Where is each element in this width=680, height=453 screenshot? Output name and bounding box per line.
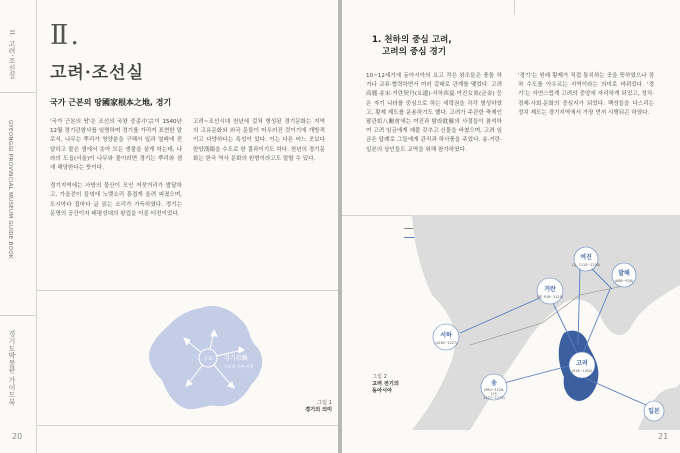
section-title <box>372 34 452 58</box>
map1-region-label: 경기京畿 <box>224 355 248 362</box>
figure-2-caption <box>372 374 399 395</box>
right-page <box>342 0 680 453</box>
column-divider <box>514 0 515 14</box>
label-seoha-sub: (1038~1227) <box>434 341 458 345</box>
label-balhae: 발해 <box>618 270 630 277</box>
page-number: 21 <box>658 432 669 441</box>
left-sidebar <box>0 0 37 453</box>
mainland-shape <box>412 215 680 430</box>
caption-title: 고려 전기의 <box>372 381 399 387</box>
label-song-sub: 1127~1279) <box>483 396 505 400</box>
label-yeojin-sub: (金, 1115~1234) <box>571 263 601 267</box>
label-yeojin: 여진 <box>580 254 592 261</box>
section-title-line: 1. 천하의 중심 고려, <box>372 35 452 45</box>
label-goryeo: 고려 <box>576 360 588 367</box>
paragraph: 10~12세기에 동아시아의 요고 작은 왕조들은 충돌 하거나 교류·협력하면서 여러 갈래로 관계를 맺었다. 고려高麗·송宋·거란契丹(요遼)·서하西夏·여진女眞(금金) 등은 자기 나라를 중심으로 하는 세력권을 각각 형성하였고, 황제 제도를 운용하기도 했다. 고려가 주관한 축제인 팔관회八關會에는 여진과 탐라耽羅의 사절들이 참석하여 고려 임금에게 예물 갖추고 신물을 바쳤으며, 고려 임금은 답례로 그들에게 관직과 하사품을 주었다. 송·거란·일본의 상인들도 교역을 위해 참가하였다. <box>366 73 502 153</box>
sidebar-chapter-tab: II. 고려·조선실 <box>8 30 16 79</box>
map1-capital-label: 수도 <box>203 356 213 362</box>
label-geoaran-sub: (遼, 916~1125) <box>536 295 564 299</box>
caption-number: 그림 1 <box>317 400 332 406</box>
label-song: 송 <box>491 380 497 387</box>
caption-title: 경기의 의미 <box>305 407 332 413</box>
right-column-2 <box>518 72 654 127</box>
left-column-1 <box>50 118 182 228</box>
paragraph: '국가 근본의 땅'은 조선의 국왕 중종中宗이 1540년 12월 경기관찰사를 임명하며 경기를 가리켜 표현한 말로서, 나무는 뿌리가 영양분을 구해서 잎과 열매에 전달하고 물은 샘에서 솟아 모든 생물을 살게 하는데, 나라의 도읍(서울)이 나무와 물이라면 경기는 뿌리와 샘에 해당한다는 뜻이다. <box>50 119 182 172</box>
sidebar-divider <box>0 315 36 316</box>
label-geoaran: 거란 <box>544 286 556 293</box>
sidebar-guide-ko: 경기도박물관 가이드북 <box>8 330 16 406</box>
label-balhae-sub: (698~926) <box>614 279 634 283</box>
chapter-title: 고려·조선실 <box>50 63 145 83</box>
label-song-sub: (960~1126, <box>483 388 505 392</box>
paragraph: 경기지역에는 사방의 물산이 모인 저잣거리가 발달하고, 가을걷이 들녘에 노랫소리 흥겹게 울려 퍼졌으며, 도시마다 집마다 글 읽는 소리가 가득하였다. 경기는 문명의 공간이자 태평성대의 왕업을 이룬 터전이었다. <box>50 183 182 217</box>
section-title-line: 고려의 중심 경기 <box>382 47 447 57</box>
left-page <box>0 0 338 453</box>
sidebar-guide-en: GYEONGGI PROVINCIAL MUSEUM GUIDE BOOK <box>7 120 13 259</box>
east-asia-map <box>342 215 680 430</box>
figure-1-caption <box>282 400 332 414</box>
footer-divider <box>36 425 338 426</box>
chapter-number: Ⅱ. <box>50 20 81 51</box>
left-column-2 <box>193 118 325 173</box>
section-title: 국가 근본의 땅國家根本之地, 경기 <box>50 98 172 107</box>
label-seoha: 서하 <box>440 332 452 339</box>
page-number: 20 <box>12 432 23 441</box>
label-japan: 일본 <box>648 408 660 415</box>
right-column-1 <box>366 72 502 164</box>
map1-region-sub: 수도의 주변 지역 <box>224 364 254 369</box>
label-goryeo-sub: (918~1392) <box>571 369 593 373</box>
caption-number: 그림 2 <box>372 374 387 380</box>
paragraph: '경기'는 원래 황제가 직접 통치하는 곳을 뜻하였으나 점차 수도를 아우르는 지역이라는 의미로 바뀌었다. '경기'는 자연스럽게 고려의 중앙에 자리하게 되었고, 정치·경제·사회·문화의 중심지가 되었다. 팩성들을 다스리는 정치 제도는 경기지역에서 가장 먼저 시행되곤 하였다. <box>518 73 654 116</box>
label-song-sub: 남송 <box>490 392 498 396</box>
sidebar-divider <box>0 92 36 93</box>
caption-title: 동아시아 <box>372 388 393 394</box>
paragraph: 고려~조선시대 천년에 걸쳐 형성된 경기문화는 지역의 고유문화와 외국 문물이 어우러진 것이기에 개방적이고 다양하다는 특성이 있다. 이는 다른 어느 곳보다 한양漢陽을 수도로 한 결과이기도 하다. 천년의 경기문화는 한국 역사 문화의 원형이라고도 말할 수 있다. <box>193 119 325 162</box>
